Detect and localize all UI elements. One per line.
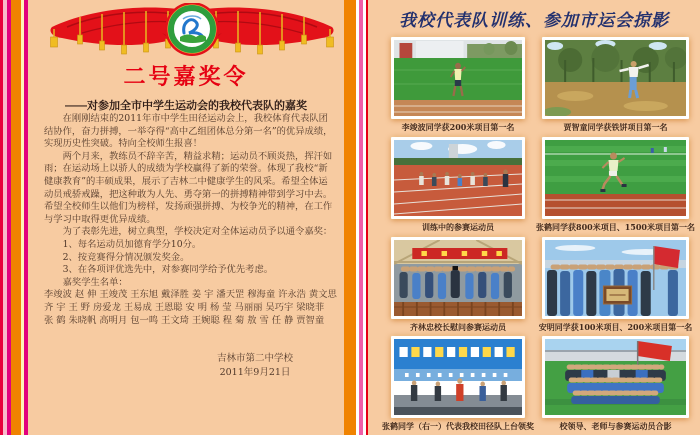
photo-800m-runner (545, 140, 686, 216)
photo-caption-text: 李竣波同学获200米项目第一名 (401, 122, 515, 132)
photo-caption (542, 122, 689, 133)
photo-cell (542, 37, 689, 133)
photo-caption-text: 张鹤同学（右一）代表我校田径队上台领奖 (382, 421, 534, 431)
photo-200m-runner (394, 40, 522, 116)
photo-caption (536, 222, 695, 233)
photo-caption-text: 齐林忠校长慰问参赛运动员 (410, 322, 506, 332)
photo-caption (382, 421, 534, 432)
photo-cell (391, 237, 525, 333)
photo-frame (542, 37, 689, 119)
photo-stage-award (394, 339, 522, 415)
commendation-subtitle: ——对参加全市中学生运动会的我校代表队的嘉奖 (65, 100, 307, 112)
name-line: 齐 宇 王 野 房爱龙 王易成 王恩聪 安 明 杨 莹 马丽丽 吴巧宇 梁晓菲 (44, 301, 325, 313)
photo-frame (542, 336, 689, 418)
divider-stripe (344, 0, 356, 435)
school-signature: 吉林市第二中学校 (216, 353, 293, 364)
photo-cell (382, 336, 534, 432)
photo-award-plaque-group (545, 240, 686, 316)
photo-training-athletes (394, 140, 522, 216)
signature-date: 2011年9月21日 (219, 367, 291, 378)
photo-frame (391, 37, 525, 119)
photo-caption-text: 校领导、老师与参赛运动员合影 (559, 421, 672, 431)
photo-cell (391, 37, 525, 133)
edge-stripe (11, 0, 21, 435)
red-curtain-banner (42, 3, 342, 59)
photo-cell (536, 137, 695, 233)
school-emblem-icon (165, 3, 219, 56)
paragraph: 两个月来，教练员不辞辛苦，精益求精；运动员不顾炎热，挥汗如雨；在运动场上以骄人的成绩为学校赢得了新的荣誉。体现了我校“新健康教育”的丰硕成果，展示了吉林二中健康学生的风采。希望全体运动员戒骄戒躁，把这种敢为人先、勇夺第一的拼搏精神带到学习中去。希望全校师生以他们为榜样，发扬顽强拼搏、为校争光的精神，在工作与学习中取得更优异成绩。 (44, 150, 333, 225)
photo-caption-text: 贾智童同学获铁饼项目第一名 (563, 122, 668, 132)
photo-caption-text: 张鹤同学获800米项目、1500米项目第一名 (536, 222, 695, 232)
names-heading: 嘉奖学生名单： (62, 276, 128, 288)
photo-frame (542, 137, 689, 219)
award-item: 3、在各项评优选先中，对参赛同学给予优先考虑。 (62, 264, 274, 276)
award-item: 1、每名运动员加德育学分10分。 (62, 238, 202, 250)
photo-caption-text: 安明同学获100米项目、200米项目第一名 (538, 322, 693, 332)
photo-page-title: 我校代表队训练、参加市运会掠影 (399, 11, 669, 31)
photo-caption (538, 322, 693, 333)
photo-cell (538, 237, 693, 333)
photo-cell (542, 336, 689, 432)
photo-cell (391, 137, 525, 233)
photo-caption (391, 222, 525, 233)
photo-frame (391, 336, 525, 418)
paragraph: 在刚刚结束的2011年市中学生田径运动会上，我校体育代表队团结协作，奋力拼搏，一举夺得“高中乙组团体总分第一名”的优异成绩，实现历史性突破。特向全校师生报喜！ (44, 113, 333, 150)
name-line: 张 鹤 朱晓帆 高明月 包一鸣 王文琦 王婉聪 程 菊 敖 雪 任 静 贾智童 (44, 314, 325, 326)
photo-frame (542, 237, 689, 319)
signature-block (175, 352, 335, 380)
name-line: 李竣波 赵 伸 王竣茂 王东旭 戴泽胜 姜 宇 潘天罡 穆海童 许永浩 黄文思 (44, 289, 337, 301)
photo-frame (391, 137, 525, 219)
photo-discus-thrower (545, 40, 686, 116)
paragraph: 为了表彰先进，树立典型，学校决定对全体运动员予以通令嘉奖： (62, 226, 333, 238)
photo-caption (391, 122, 525, 133)
photo-caption-text: 训练中的参赛运动员 (422, 222, 494, 232)
photo-frame (391, 237, 525, 319)
divider-stripe (366, 0, 368, 435)
photo-group-photo (545, 339, 686, 415)
commendation-body (44, 113, 336, 327)
photo-caption (391, 322, 525, 333)
commendation-title: 二号嘉奖令 (123, 64, 249, 89)
photo-caption (542, 421, 689, 432)
photo-principal-visit (394, 240, 522, 316)
award-item: 2、按竞赛得分情况颁发奖金。 (62, 251, 190, 263)
